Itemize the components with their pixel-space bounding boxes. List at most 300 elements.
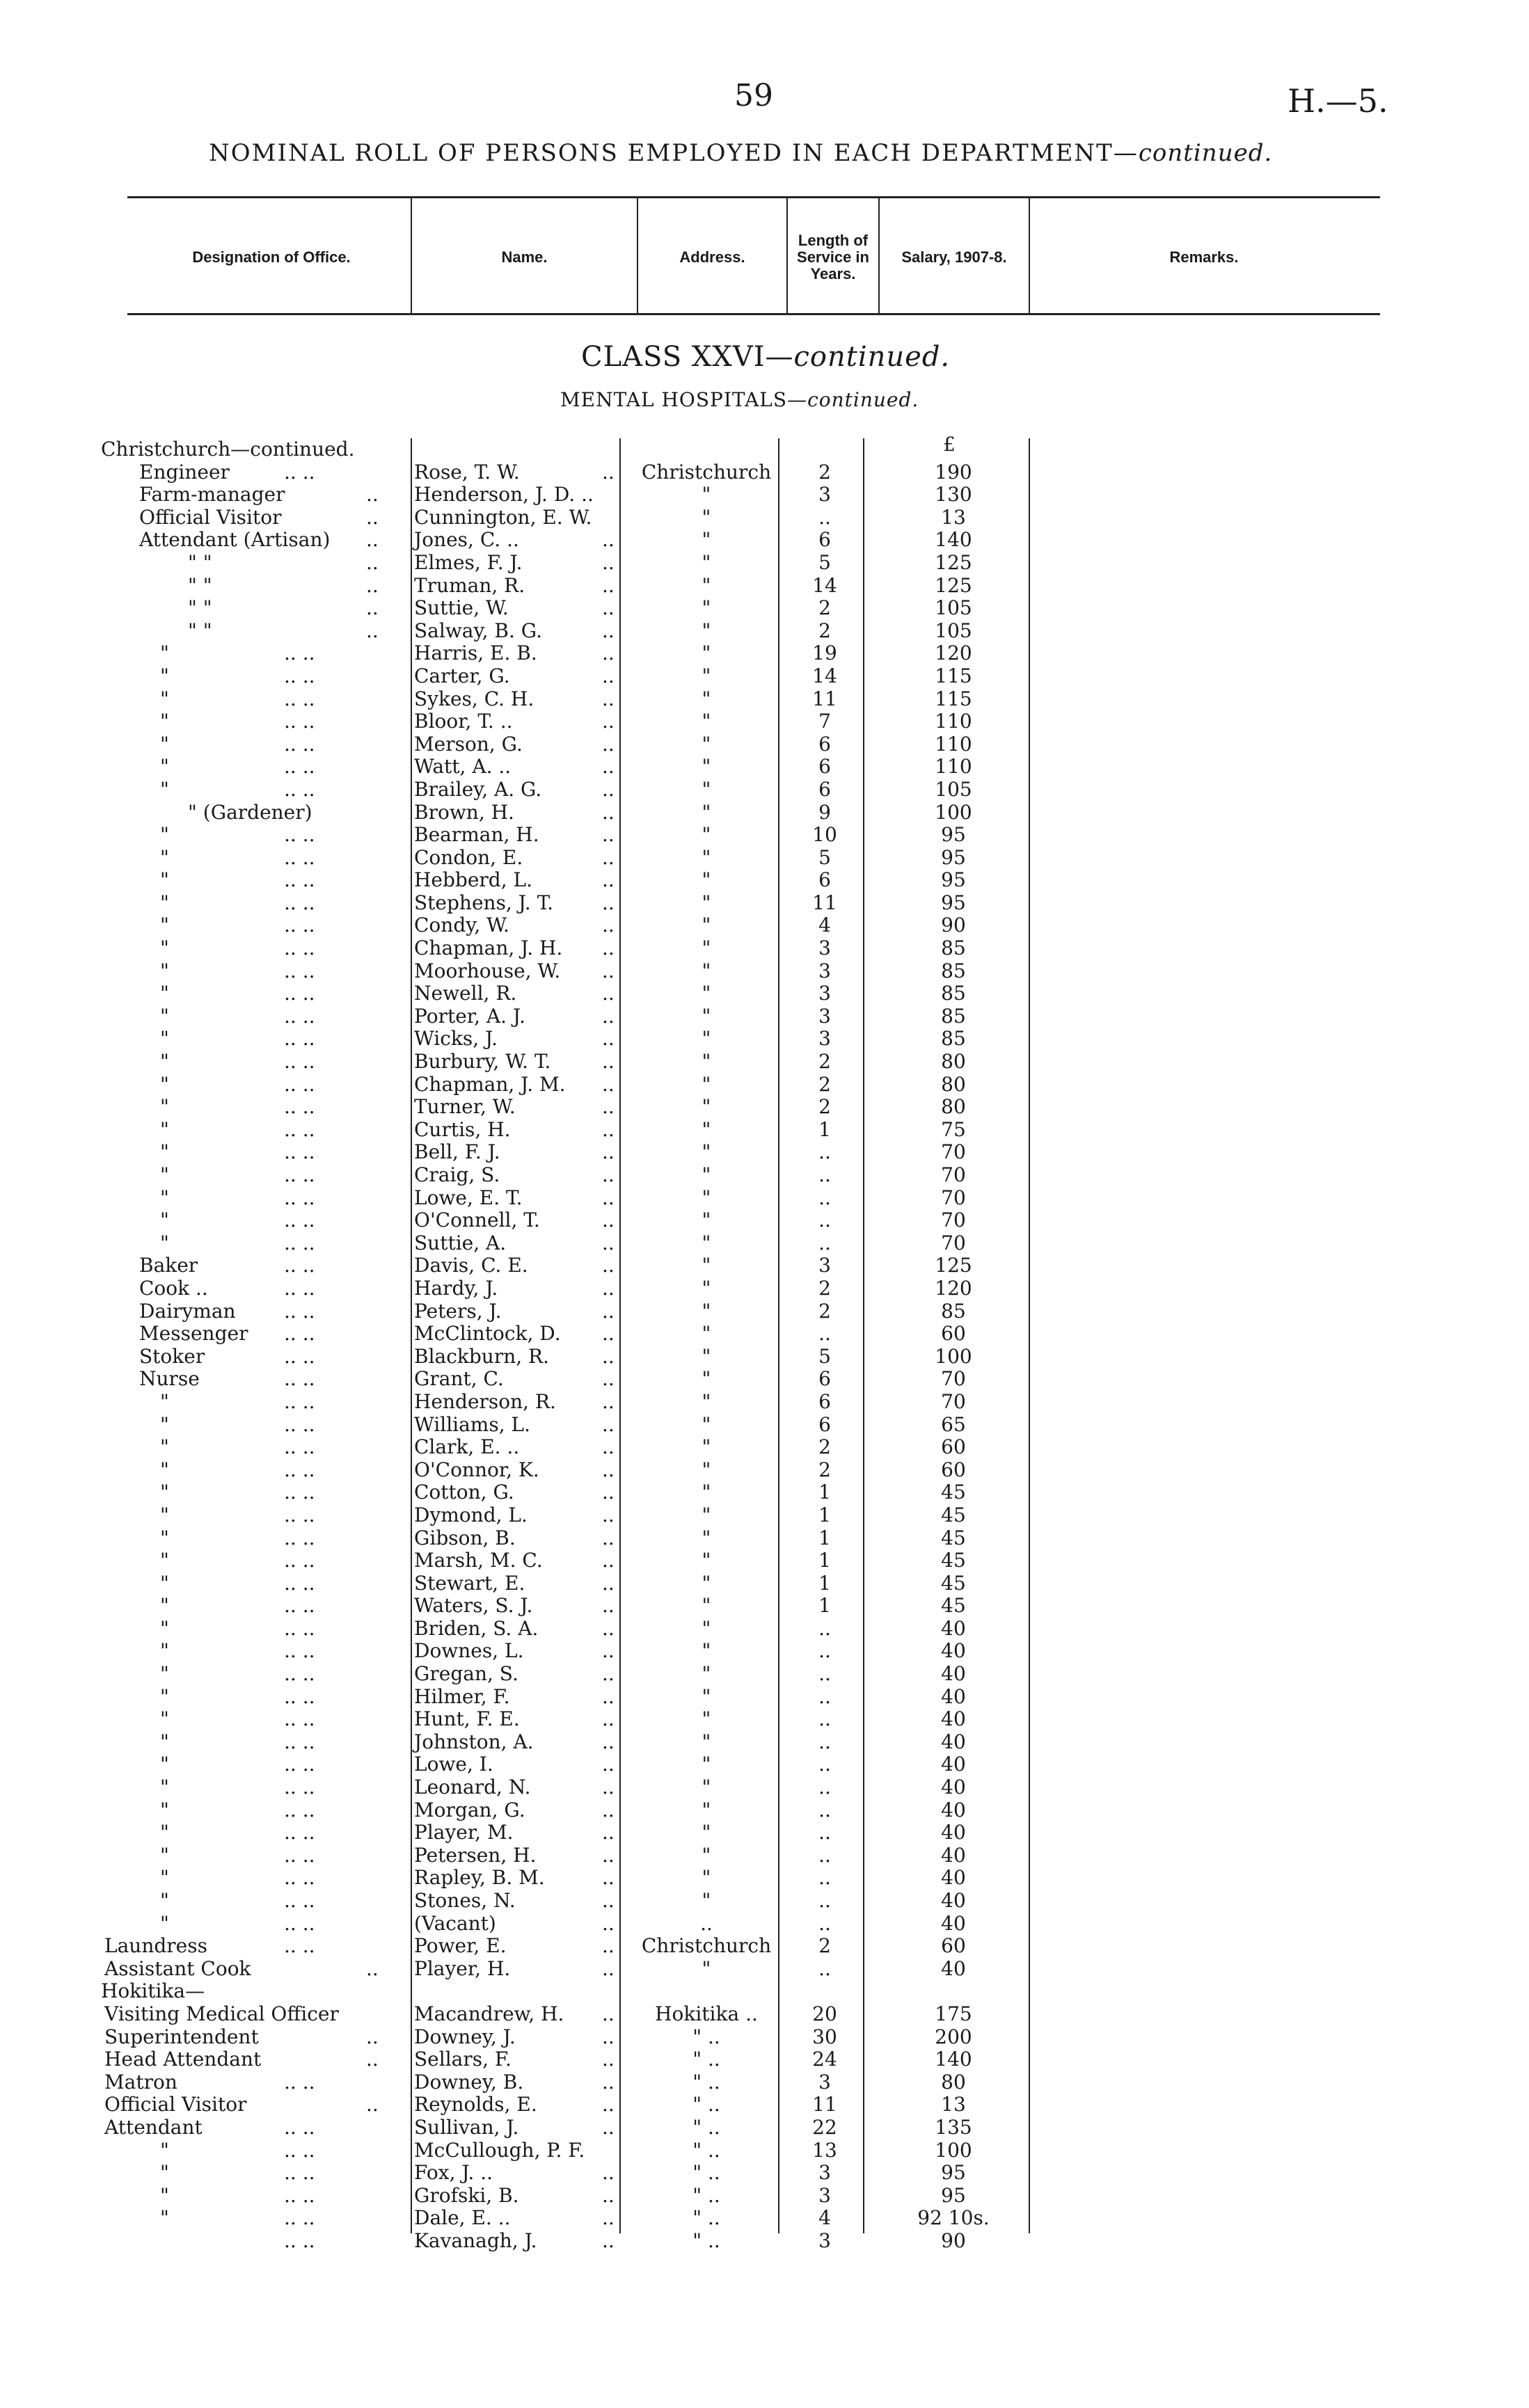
- name-leader-dots: ..: [602, 868, 615, 892]
- name-cell: Downey, J.: [414, 2025, 516, 2048]
- length-of-service-cell: 6: [818, 528, 831, 552]
- name-cell: Leonard, N.: [414, 1776, 531, 1799]
- name-leader-dots: ..: [602, 777, 615, 801]
- address-cell: ": [702, 641, 711, 665]
- designation-leader-dots: .. ..: [284, 936, 315, 960]
- address-cell: ": [702, 1050, 711, 1074]
- name-cell: Cunnington, E. W.: [414, 505, 592, 529]
- designation-leader-dots: .. ..: [284, 1549, 315, 1572]
- salary-cell: 40: [941, 1639, 966, 1663]
- name-leader-dots: ..: [602, 2048, 615, 2071]
- length-of-service-cell: 4: [818, 2206, 831, 2230]
- table-row: [0, 1572, 1529, 1595]
- name-leader-dots: ..: [602, 1776, 615, 1799]
- designation-leader-dots: .. ..: [284, 1322, 315, 1346]
- address-cell: ": [702, 1684, 711, 1708]
- table-row: [0, 1776, 1529, 1799]
- name-cell: Davis, C. E.: [414, 1254, 528, 1277]
- address-cell: ": [702, 1639, 711, 1663]
- address-cell: " ..: [692, 2115, 720, 2139]
- table-row: [0, 597, 1529, 620]
- address-cell: ": [702, 1594, 711, 1618]
- designation-cell: ": [160, 1209, 169, 1232]
- length-of-service-cell: 2: [818, 1458, 831, 1481]
- designation-leader-dots: .. ..: [284, 1866, 315, 1890]
- designation-leader-dots: .. ..: [284, 460, 315, 484]
- name-cell: Fox, J. ..: [414, 2161, 493, 2185]
- name-cell: Player, M.: [414, 1821, 514, 1844]
- table-row: [0, 552, 1529, 575]
- address-cell: ": [702, 1163, 711, 1186]
- name-cell: Marsh, M. C.: [414, 1549, 543, 1572]
- designation-leader-dots: ..: [366, 505, 379, 529]
- table-row: [0, 575, 1529, 598]
- salary-cell: 75: [941, 1117, 966, 1141]
- name-cell: Condy, W.: [414, 914, 509, 937]
- length-of-service-cell: 2: [818, 460, 831, 484]
- subsection-heading: [560, 388, 919, 411]
- header-remarks: Remarks.: [1169, 248, 1239, 266]
- name-leader-dots: ..: [602, 687, 615, 710]
- name-leader-dots: ..: [602, 1503, 615, 1526]
- designation-leader-dots: .. ..: [284, 1344, 315, 1368]
- length-of-service-cell: ..: [818, 1889, 831, 1912]
- designation-cell: Engineer: [139, 460, 230, 484]
- name-cell: Cotton, G.: [414, 1481, 514, 1504]
- length-of-service-cell: 6: [818, 1389, 831, 1413]
- name-leader-dots: ..: [602, 1798, 615, 1821]
- table-row: [0, 982, 1529, 1005]
- designation-leader-dots: .. ..: [284, 1163, 315, 1186]
- designation-leader-dots: .. ..: [284, 1050, 315, 1074]
- designation-cell: ": [160, 641, 169, 665]
- address-cell: ": [702, 1481, 711, 1504]
- length-of-service-cell: 3: [818, 2070, 831, 2094]
- table-row: [0, 1346, 1529, 1369]
- designation-leader-dots: ..: [366, 550, 379, 574]
- name-leader-dots: ..: [602, 641, 615, 665]
- address-cell: ": [702, 1389, 711, 1413]
- designation-cell: ": [160, 687, 169, 710]
- designation-leader-dots: .. ..: [284, 2138, 315, 2162]
- designation-leader-dots: .. ..: [284, 1639, 315, 1663]
- name-leader-dots: ..: [602, 1458, 615, 1481]
- table-row: [0, 1867, 1529, 1890]
- name-cell: Condon, E.: [414, 845, 523, 869]
- table-row: [0, 1414, 1529, 1437]
- salary-cell: 90: [941, 914, 966, 937]
- name-leader-dots: ..: [602, 914, 615, 937]
- page-title-continued: continued.: [1138, 139, 1273, 167]
- length-of-service-cell: 7: [818, 710, 831, 733]
- name-leader-dots: ..: [602, 982, 615, 1005]
- designation-cell: Attendant (Artisan): [139, 528, 331, 552]
- designation-cell: Visiting Medical Officer: [104, 2002, 339, 2025]
- designation-cell: ": [160, 1730, 169, 1753]
- name-cell: Carter, G.: [414, 664, 510, 687]
- name-leader-dots: ..: [602, 1526, 615, 1549]
- salary-cell: 110: [935, 732, 972, 756]
- name-leader-dots: ..: [602, 1299, 615, 1323]
- name-leader-dots: ..: [602, 1821, 615, 1844]
- salary-cell: 40: [941, 1911, 966, 1935]
- table-row: [0, 642, 1529, 665]
- length-of-service-cell: 3: [818, 959, 831, 982]
- table-row: [0, 665, 1529, 688]
- table-row: [0, 2048, 1529, 2071]
- address-cell: Hokitika ..: [655, 2002, 758, 2025]
- name-leader-dots: ..: [602, 732, 615, 756]
- address-cell: ": [702, 1254, 711, 1277]
- designation-cell: Assistant Cook: [104, 1956, 251, 1980]
- designation-cell: " ": [188, 550, 212, 574]
- designation-cell: ": [160, 1866, 169, 1890]
- salary-cell: 45: [941, 1481, 966, 1504]
- salary-cell: 70: [941, 1186, 966, 1209]
- table-row: [0, 1300, 1529, 1323]
- length-of-service-cell: ..: [818, 1684, 831, 1708]
- address-cell: " ..: [692, 2228, 720, 2252]
- length-of-service-cell: 2: [818, 1934, 831, 1958]
- salary-cell: 40: [941, 1866, 966, 1890]
- salary-cell: 95: [941, 2183, 966, 2207]
- address-cell: ": [702, 1004, 711, 1028]
- length-of-service-cell: ..: [818, 1776, 831, 1799]
- address-cell: " ..: [692, 2025, 720, 2048]
- name-cell: Suttie, W.: [414, 596, 509, 620]
- name-leader-dots: ..: [602, 1843, 615, 1867]
- designation-leader-dots: .. ..: [284, 1707, 315, 1731]
- designation-cell: ": [160, 710, 169, 733]
- length-of-service-cell: 4: [818, 914, 831, 937]
- address-cell: ": [702, 1843, 711, 1867]
- table-row: [0, 1254, 1529, 1277]
- designation-cell: ": [160, 1412, 169, 1436]
- designation-leader-dots: .. ..: [284, 1684, 315, 1708]
- designation-leader-dots: .. ..: [284, 2161, 315, 2185]
- salary-cell: 120: [935, 641, 972, 665]
- name-cell: Chapman, J. M.: [414, 1072, 566, 1096]
- name-cell: Johnston, A.: [414, 1730, 534, 1753]
- name-cell: Lowe, E. T.: [414, 1186, 523, 1209]
- designation-cell: ": [160, 732, 169, 756]
- table-row: [0, 1731, 1529, 1754]
- salary-cell: 100: [935, 1344, 972, 1368]
- table-row: [0, 756, 1529, 779]
- salary-cell: 70: [941, 1209, 966, 1232]
- table-row: [0, 1051, 1529, 1074]
- name-cell: Clark, E. ..: [414, 1435, 520, 1459]
- designation-cell: ": [160, 1095, 169, 1119]
- address-cell: ": [702, 1072, 711, 1096]
- length-of-service-cell: 14: [812, 664, 837, 687]
- designation-cell: ": [160, 1072, 169, 1096]
- table-row: [0, 1753, 1529, 1776]
- designation-cell: ": [160, 1117, 169, 1141]
- name-cell: Brailey, A. G.: [414, 777, 542, 801]
- length-of-service-cell: 3: [818, 982, 831, 1005]
- length-of-service-cell: 2: [818, 1276, 831, 1300]
- length-of-service-cell: 2: [818, 1072, 831, 1096]
- table-row: [0, 2094, 1529, 2116]
- address-cell: ": [702, 982, 711, 1005]
- salary-cell: 80: [941, 1050, 966, 1074]
- name-leader-dots: ..: [602, 823, 615, 847]
- salary-cell: 40: [941, 1616, 966, 1640]
- designation-leader-dots: .. ..: [284, 1934, 315, 1958]
- designation-cell: ": [160, 959, 169, 982]
- designation-leader-dots: .. ..: [284, 1095, 315, 1119]
- designation-cell: ": [160, 823, 169, 847]
- designation-cell: ": [160, 1571, 169, 1595]
- designation-cell: Nurse: [139, 1367, 200, 1391]
- designation-cell: Christchurch—continued.: [101, 438, 355, 461]
- length-of-service-cell: 11: [812, 2093, 837, 2116]
- length-of-service-cell: 13: [812, 2138, 837, 2162]
- name-cell: Sykes, C. H.: [414, 687, 534, 710]
- address-cell: ": [702, 1140, 711, 1164]
- name-leader-dots: ..: [602, 936, 615, 960]
- address-cell: ": [702, 1209, 711, 1232]
- salary-cell: 85: [941, 982, 966, 1005]
- address-cell: ": [702, 1435, 711, 1459]
- name-cell: Stones, N.: [414, 1889, 516, 1912]
- class-heading-continued: continued.: [793, 341, 951, 373]
- name-leader-dots: ..: [602, 573, 615, 597]
- class-heading-main: CLASS XXVI—: [581, 341, 794, 373]
- name-cell: Rose, T. W.: [414, 460, 520, 484]
- name-cell: Waters, S. J.: [414, 1594, 533, 1618]
- salary-cell: 115: [935, 664, 972, 687]
- designation-cell: ": [160, 1594, 169, 1618]
- designation-cell: ": [160, 845, 169, 869]
- length-of-service-cell: 2: [818, 1050, 831, 1074]
- table-row: [0, 779, 1529, 802]
- length-of-service-cell: 1: [818, 1481, 831, 1504]
- designation-cell: ": [160, 1186, 169, 1209]
- address-cell: ": [702, 1458, 711, 1481]
- name-leader-dots: ..: [602, 891, 615, 914]
- length-of-service-cell: ..: [818, 1186, 831, 1209]
- salary-cell: 85: [941, 1004, 966, 1028]
- length-of-service-cell: ..: [818, 1639, 831, 1663]
- name-cell: Bell, F. J.: [414, 1140, 500, 1164]
- table-row: [0, 960, 1529, 983]
- name-cell: Gregan, S.: [414, 1662, 518, 1686]
- designation-leader-dots: .. ..: [284, 1889, 315, 1912]
- designation-leader-dots: .. ..: [284, 1412, 315, 1436]
- table-row: [0, 1890, 1529, 1913]
- salary-cell: 190: [935, 460, 972, 484]
- designation-cell: ": [160, 1639, 169, 1663]
- address-cell: ": [702, 1503, 711, 1526]
- table-row: [0, 2026, 1529, 2049]
- roll-table-body: [0, 438, 1529, 2253]
- salary-cell: 95: [941, 845, 966, 869]
- header-salary: Salary, 1907-8.: [901, 248, 1007, 266]
- address-cell: ": [702, 1117, 711, 1141]
- length-of-service-cell: 19: [812, 641, 837, 665]
- designation-cell: ": [160, 1821, 169, 1844]
- designation-cell: ": [160, 914, 169, 937]
- table-row: [0, 1164, 1529, 1187]
- name-leader-dots: ..: [602, 1911, 615, 1935]
- length-of-service-cell: 6: [818, 755, 831, 779]
- name-cell: Sullivan, J.: [414, 2115, 519, 2139]
- salary-cell: 40: [941, 1821, 966, 1844]
- designation-leader-dots: .. ..: [284, 2070, 315, 2094]
- name-leader-dots: ..: [602, 2070, 615, 2094]
- name-cell: Downes, L.: [414, 1639, 524, 1663]
- name-cell: Brown, H.: [414, 800, 514, 824]
- address-cell: ": [702, 1753, 711, 1776]
- address-cell: ": [702, 823, 711, 847]
- length-of-service-cell: 14: [812, 573, 837, 597]
- name-leader-dots: ..: [602, 596, 615, 620]
- table-row: [0, 1958, 1529, 1981]
- length-of-service-cell: 24: [812, 2048, 837, 2071]
- designation-leader-dots: .. ..: [284, 1254, 315, 1277]
- address-cell: ": [702, 1730, 711, 1753]
- designation-leader-dots: .. ..: [284, 1276, 315, 1300]
- designation-leader-dots: .. ..: [284, 1730, 315, 1753]
- name-leader-dots: ..: [602, 1549, 615, 1572]
- name-cell: Downey, B.: [414, 2070, 524, 2094]
- table-row: [0, 1459, 1529, 1482]
- table-row: [0, 1504, 1529, 1527]
- length-of-service-cell: 1: [818, 1549, 831, 1572]
- designation-cell: ": [160, 1481, 169, 1504]
- salary-cell: 110: [935, 755, 972, 779]
- name-leader-dots: ..: [602, 2161, 615, 2185]
- name-cell: Jones, C. ..: [414, 528, 519, 552]
- address-cell: Christchurch: [641, 1934, 772, 1958]
- designation-cell: ": [160, 2138, 169, 2162]
- designation-leader-dots: .. ..: [284, 1389, 315, 1413]
- table-row: [0, 1323, 1529, 1346]
- name-cell: Newell, R.: [414, 982, 517, 1005]
- table-row: [0, 802, 1529, 824]
- table-row: [0, 733, 1529, 756]
- table-row: [0, 2185, 1529, 2208]
- length-of-service-cell: 10: [812, 823, 837, 847]
- name-leader-dots: ..: [602, 1616, 615, 1640]
- name-leader-dots: ..: [602, 1684, 615, 1708]
- table-row: [0, 1005, 1529, 1028]
- address-cell: " ..: [692, 2206, 720, 2230]
- name-leader-dots: ..: [602, 1866, 615, 1890]
- designation-cell: Cook ..: [139, 1276, 208, 1300]
- length-of-service-cell: ..: [818, 1707, 831, 1731]
- table-row: [0, 2207, 1529, 2230]
- name-leader-dots: ..: [602, 1412, 615, 1436]
- name-cell: Porter, A. J.: [414, 1004, 525, 1028]
- address-cell: ": [702, 596, 711, 620]
- currency-symbol: £: [943, 433, 956, 456]
- name-leader-dots: ..: [602, 1276, 615, 1300]
- table-row: [0, 1913, 1529, 1936]
- designation-cell: ": [160, 1889, 169, 1912]
- table-row: [0, 914, 1529, 937]
- name-leader-dots: ..: [602, 1956, 615, 1980]
- name-cell: Morgan, G.: [414, 1798, 525, 1821]
- name-leader-dots: ..: [602, 1435, 615, 1459]
- name-cell: McClintock, D.: [414, 1322, 561, 1346]
- address-cell: ": [702, 1322, 711, 1346]
- name-cell: Elmes, F. J.: [414, 550, 523, 574]
- designation-leader-dots: .. ..: [284, 1911, 315, 1935]
- address-cell: ": [702, 868, 711, 892]
- salary-cell: 40: [941, 1707, 966, 1731]
- length-of-service-cell: 2: [818, 1299, 831, 1323]
- length-of-service-cell: ..: [818, 1753, 831, 1776]
- salary-cell: 115: [935, 687, 972, 710]
- designation-leader-dots: .. ..: [284, 755, 315, 779]
- salary-cell: 40: [941, 1684, 966, 1708]
- length-of-service-cell: ..: [818, 1866, 831, 1890]
- address-cell: ": [702, 1231, 711, 1254]
- address-cell: ": [702, 1526, 711, 1549]
- designation-cell: ": [160, 1526, 169, 1549]
- address-cell: " ..: [692, 2093, 720, 2116]
- designation-leader-dots: .. ..: [284, 2115, 315, 2139]
- salary-cell: 130: [935, 483, 972, 507]
- designation-cell: ": [160, 777, 169, 801]
- name-leader-dots: ..: [602, 1662, 615, 1686]
- group-heading-row: [0, 438, 1529, 461]
- page-number: 59: [734, 78, 773, 113]
- page-title-main: NOMINAL ROLL OF PERSONS EMPLOYED IN EACH DEPARTMENT—: [209, 139, 1139, 167]
- table-row: [0, 507, 1529, 529]
- name-leader-dots: ..: [602, 1481, 615, 1504]
- salary-cell: 95: [941, 2161, 966, 2185]
- designation-cell: ": [160, 1662, 169, 1686]
- salary-cell: 60: [941, 1934, 966, 1958]
- designation-cell: " ": [188, 619, 212, 642]
- name-cell: Craig, S.: [414, 1163, 500, 1186]
- salary-cell: 100: [935, 800, 972, 824]
- address-cell: ": [702, 1798, 711, 1821]
- name-cell: Rapley, B. M.: [414, 1866, 545, 1890]
- length-of-service-cell: ..: [818, 1140, 831, 1164]
- address-cell: ": [702, 914, 711, 937]
- name-leader-dots: ..: [602, 959, 615, 982]
- salary-cell: 85: [941, 936, 966, 960]
- designation-leader-dots: .. ..: [284, 710, 315, 733]
- salary-cell: 70: [941, 1367, 966, 1391]
- name-cell: Reynolds, E.: [414, 2093, 537, 2116]
- length-of-service-cell: 3: [818, 2183, 831, 2207]
- name-leader-dots: ..: [602, 755, 615, 779]
- salary-cell: 175: [935, 2002, 972, 2025]
- name-leader-dots: ..: [602, 1095, 615, 1119]
- designation-cell: ": [160, 1776, 169, 1799]
- table-row: [0, 2139, 1529, 2162]
- designation-leader-dots: .. ..: [284, 914, 315, 937]
- length-of-service-cell: 11: [812, 891, 837, 914]
- name-leader-dots: ..: [602, 2183, 615, 2207]
- table-row: [0, 2116, 1529, 2139]
- header-address: Address.: [679, 248, 745, 266]
- table-row: [0, 1187, 1529, 1210]
- salary-cell: 120: [935, 1276, 972, 1300]
- designation-leader-dots: .. ..: [284, 1027, 315, 1051]
- salary-cell: 110: [935, 710, 972, 733]
- header-bottom-rule: [127, 313, 1380, 315]
- table-row: [0, 937, 1529, 960]
- salary-cell: 200: [935, 2025, 972, 2048]
- salary-cell: 13: [941, 2093, 966, 2116]
